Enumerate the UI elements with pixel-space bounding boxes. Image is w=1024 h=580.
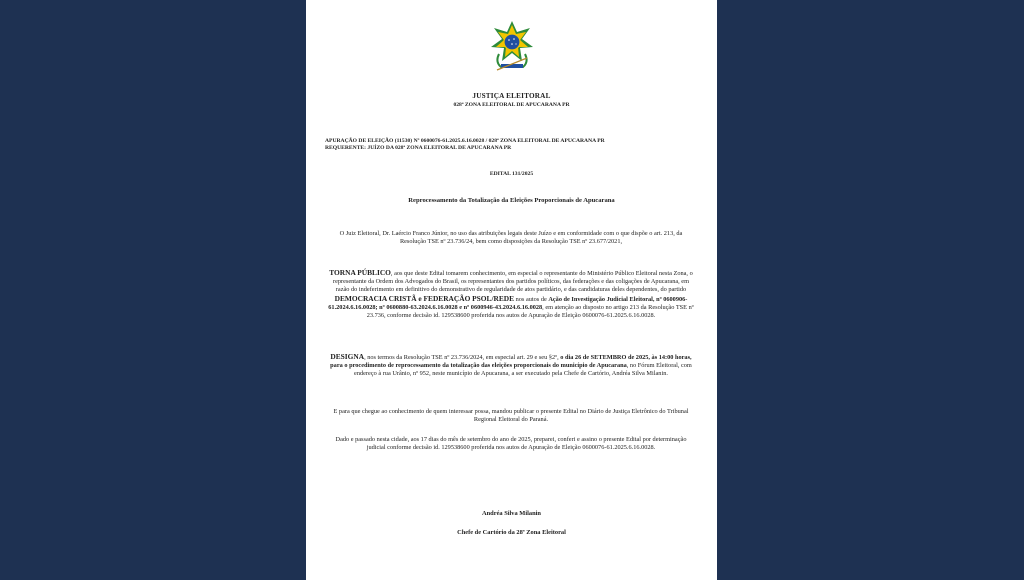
document-title: Reprocessamento da Totalização da Eleições Proporcionais de Apucarana bbox=[408, 197, 615, 204]
paragraph-intro: O Juiz Eleitoral, Dr. Laércio Franco Júnior, no uso das atribuições legais deste Juízo e em conformidade com o que dispõe o art. 213, da Resolução TSE nº 23.736/24, bem como disposições da Resolução TSE nº 23.677/2021, bbox=[339, 230, 683, 246]
brazil-coat-of-arms-icon bbox=[489, 20, 535, 72]
signature-name: Andréa Silva Milanin bbox=[482, 510, 541, 517]
paragraph-text: , aos que deste Edital tomarem conhecimento, em especial o representante do Ministério Público Eleitoral nesta Zona, o representante da Ordem dos Advogados do Brasil, os representantes dos partidos políticos, das federações e das coligações de Apucarana, em razão do indeferimento em definitivo do demonstrativo de regularidade de atos partidário, e das candidaturas deles dependentes, do partido bbox=[332, 270, 693, 294]
header-subtitle: 028ª ZONA ELEITORAL DE APUCARANA PR bbox=[453, 102, 570, 108]
date-text: o dia 26 de SETEMBRO de 2025, às 14:00 horas, para o procedimento de reprocessamento da totalização das eleições proporcionais do município de Apucarana bbox=[330, 354, 692, 370]
header-title: JUSTIÇA ELEITORAL bbox=[472, 92, 551, 100]
requester-line: REQUERENTE: JUÍZO DA 028ª ZONA ELEITORAL DE APUCARANA PR bbox=[325, 145, 512, 151]
paragraph-text: nos autos de bbox=[514, 295, 549, 303]
actions-text: Ação de Investigação Judicial Eleitoral, nº 0600906-61.2024.6.16.0028; nº 0600880-63.2024.6.16.0028 e nº 0600946-43.2024.6.16.0028 bbox=[328, 295, 688, 311]
parties-text: DEMOCRACIA CRISTÃ e FEDERAÇÃO PSOL/REDE bbox=[334, 293, 515, 303]
process-line: APURAÇÃO DE ELEIÇÃO (11530) Nº 0600076-61.2025.6.16.0028 / 028ª ZONA ELEITORAL DE APUCARANA PR bbox=[325, 138, 605, 144]
paragraph-closing: Dado e passado nesta cidade, aos 17 dias do mês de setembro do ano de 2025, preparei, conferi e assino o presente Edital por determinação judicial conforme decisão id. 129538600 proferida nos autos de Apuração de Eleição 0600076-61.2025.6.16.0028. bbox=[335, 436, 687, 452]
paragraph-designa bbox=[326, 353, 696, 379]
document-page bbox=[306, 0, 717, 580]
signature-role: Chefe de Cartório da 28ª Zona Eleitoral bbox=[457, 529, 566, 536]
paragraph-text: , no Fórum Eleitoral, com endereço à rua Urânio, nº 952, neste município de Apucarana, a ser executado pela Chefe de Cartório, Andréa Silva Milanin. bbox=[354, 362, 692, 378]
paragraph-publication: E para que chegue ao conhecimento de quem interessar possa, mandou publicar o presente Edital no Diário de Justiça Eletrônico do Tribunal Regional Eleitoral do Paraná. bbox=[333, 408, 689, 424]
edital-number: EDITAL 131/2025 bbox=[489, 171, 534, 177]
paragraph-torna-publico bbox=[326, 269, 696, 320]
paragraph-text: , em atenção ao disposto no artigo 213 da Resolução TSE nº 23.736, conforme decisão id. 129538600 proferida nos autos de Apuração de Eleição 0600076-61.2025.6.16.0028. bbox=[366, 303, 694, 320]
process-info bbox=[325, 138, 705, 152]
torna-publico-label: TORNA PÚBLICO bbox=[329, 268, 391, 277]
paragraph-text: , nos termos da Resolução TSE nº 23.736/2024, em especial art. 29 e seu §2º, bbox=[364, 354, 561, 361]
designa-label: DESIGNA bbox=[330, 352, 365, 361]
